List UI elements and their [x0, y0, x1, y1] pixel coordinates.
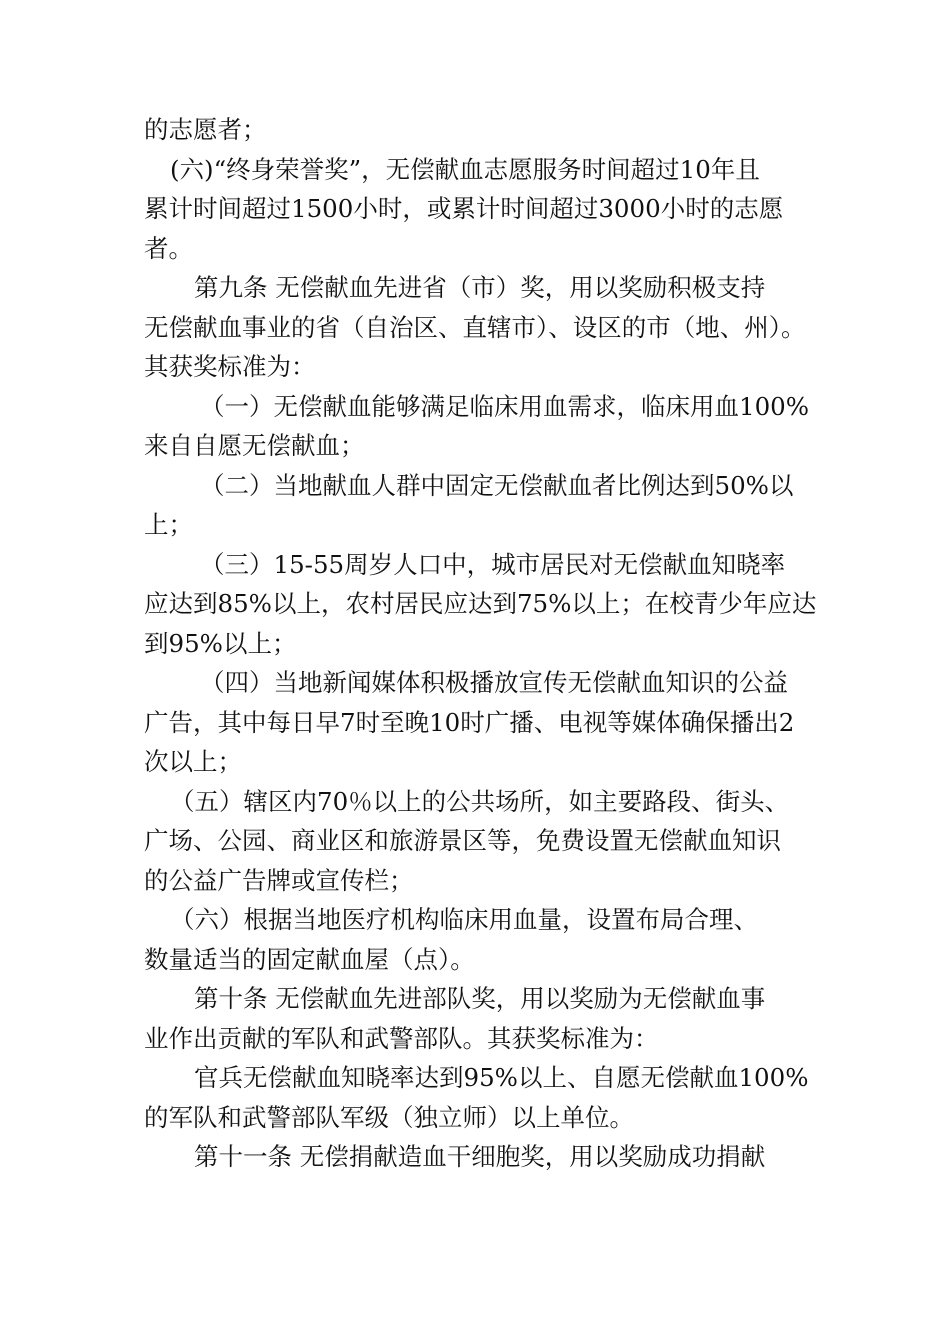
text-line: 官兵无偿献血知晓率达到95%以上、自愿无偿献血100% — [194, 1063, 809, 1092]
text-line: （一）无偿献血能够满足临床用血需求，临床用血100% — [200, 391, 810, 421]
text-line: （三）15-55周岁人口中，城市居民对无偿献血知晓率 — [200, 549, 786, 579]
text-line: (六)“终身荣誉奖”，无偿献血志愿服务时间超过10年且 — [170, 154, 760, 184]
text-line: 第十一条 无偿捐献造血干细胞奖，用以奖励成功捐献 — [194, 1142, 766, 1171]
text-line: 其获奖标准为： — [144, 352, 316, 381]
paragraph-item-2 — [144, 466, 810, 545]
text-line: （六）根据当地医疗机构临床用血量，设置布局合理、 — [170, 905, 758, 934]
text-line: 来自自愿无偿献血； — [144, 431, 365, 460]
text-line: 的志愿者； — [144, 115, 267, 144]
paragraph-item-5 — [144, 782, 810, 901]
text-line: 次以上； — [144, 747, 242, 776]
text-line: 累计时间超过1500小时，或累计时间超过3000小时的志愿 — [144, 194, 784, 223]
text-line: 者。 — [144, 233, 193, 263]
paragraph-continuation — [144, 110, 810, 150]
text-line: 无偿献血事业的省（自治区、直辖市）、设区的市（地、州）。 — [144, 312, 806, 342]
text-line: 的军队和武警部队军级（独立师）以上单位。 — [144, 1102, 634, 1132]
text-line: （四）当地新闻媒体积极播放宣传无偿献血知识的公益 — [200, 668, 788, 697]
paragraph-article-9 — [144, 268, 810, 387]
paragraph-article-10 — [144, 979, 810, 1058]
text-line: （二）当地献血人群中固定无偿献血者比例达到50%以 — [200, 470, 794, 500]
text-line: 第十条 无偿献血先进部队奖，用以奖励为无偿献血事 — [194, 984, 766, 1013]
paragraph-item-3 — [144, 545, 817, 664]
paragraph-army-criteria — [144, 1058, 810, 1137]
text-line: 上； — [144, 510, 193, 539]
text-line: 数量适当的固定献血屋（点）。 — [144, 944, 475, 974]
paragraph-article-11 — [144, 1137, 810, 1177]
paragraph-item-4 — [144, 663, 810, 782]
text-line: 业作出贡献的军队和武警部队。其获奖标准为： — [144, 1023, 659, 1053]
text-line: （五）辖区内70％以上的公共场所，如主要路段、街头、 — [170, 786, 790, 816]
text-line: 广告，其中每日早7时至晚10时广播、电视等媒体确保播出2 — [144, 707, 795, 737]
paragraph-item-1 — [144, 387, 810, 466]
paragraph-lifetime-honor-award — [144, 150, 810, 269]
text-line: 广场、公园、商业区和旅游景区等，免费设置无偿献血知识 — [144, 826, 781, 855]
text-line: 到95%以上； — [144, 628, 297, 658]
paragraph-item-6 — [144, 900, 810, 979]
text-line: 第九条 无偿献血先进省（市）奖，用以奖励积极支持 — [194, 273, 766, 302]
text-line: 的公益广告牌或宣传栏； — [144, 865, 414, 895]
text-line: 应达到85%以上，农村居民应达到75%以上；在校青少年应达 — [144, 589, 817, 618]
